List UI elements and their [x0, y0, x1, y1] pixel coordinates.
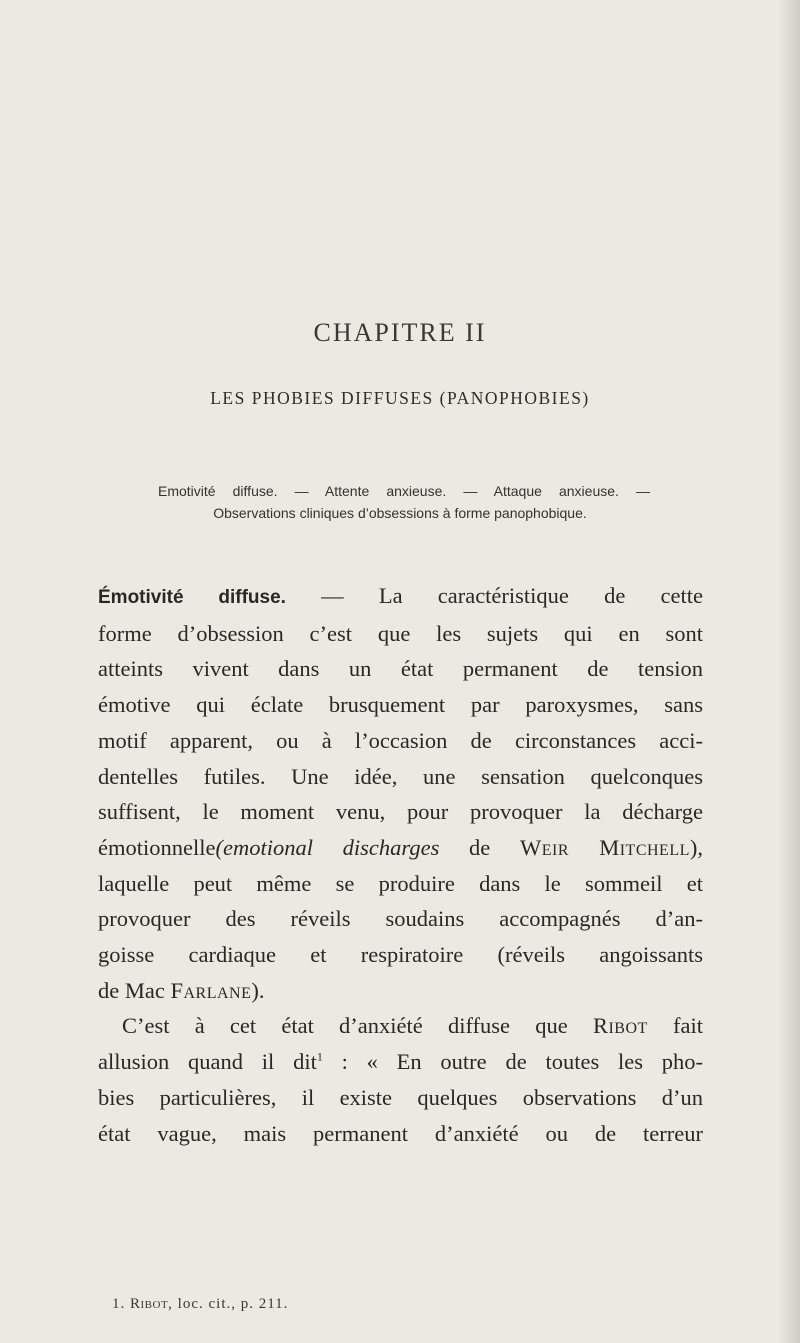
text-line: forme d’obsession c’est que les sujets qui en sont — [98, 620, 703, 646]
text-span: émotionnelle — [98, 834, 216, 860]
paragraph-lead: Émotivité diffuse. — [98, 587, 286, 608]
author-name: Ribot — [592, 1013, 648, 1039]
text-span: fait — [647, 1013, 703, 1039]
summary-line-1: Emotivité diffuse. — Attente anxieuse. — Attaque anxieuse. — — [158, 483, 650, 499]
text-line — [98, 578, 703, 616]
author-name: Weir Mitchell — [520, 834, 690, 860]
text-line: goisse cardiaque et respiratoire (réveils angoissants — [98, 942, 703, 968]
text-line — [98, 973, 703, 1009]
italic-term: (emotional discharges — [215, 834, 440, 860]
text-line: émotive qui éclate brusquement par paroxysmes, sans — [98, 692, 703, 718]
text-line: état vague, mais permanent d’anxiété ou de terreur — [98, 1120, 703, 1146]
text-span: ), — [689, 834, 704, 860]
author-name: Farlane — [170, 977, 252, 1003]
text-line: bies particulières, il existe quelques observations d’un — [98, 1084, 703, 1110]
footnote-author: Ribot — [130, 1296, 169, 1312]
chapter-heading: CHAPITRE II — [313, 318, 487, 347]
text-line — [98, 830, 703, 866]
text-span: : « En outre de toutes les pho- — [322, 1049, 703, 1075]
footnote-reference: , loc. cit., p. 211. — [168, 1296, 289, 1312]
text-line — [98, 1008, 703, 1044]
page-edge-shadow — [778, 0, 800, 1343]
section-title: LES PHOBIES DIFFUSES (PANOPHOBIES) — [210, 388, 590, 408]
text-line: laquelle peut même se produire dans le sommeil et — [98, 870, 703, 896]
text-line: suffisent, le moment venu, pour provoquer la décharge — [98, 799, 703, 825]
text-line: atteints vivent dans un état permanent de tension — [98, 656, 703, 682]
summary-line-2: Observations cliniques d’obsessions à forme panophobique. — [213, 505, 587, 521]
footnote — [112, 1296, 288, 1313]
body-text — [98, 578, 703, 1151]
footnote-marker: 1 — [316, 1049, 323, 1064]
text-line: motif apparent, ou à l’occasion de circonstances acci- — [98, 727, 703, 753]
text-span: — La caractéristique de cette — [285, 583, 703, 608]
text-span: C’est à cet état d’anxiété diffuse que — [122, 1013, 593, 1039]
text-span: de Mac — [98, 977, 171, 1003]
text-line: provoquer des réveils soudains accompagnés d’an- — [98, 906, 703, 932]
footnote-number: 1. — [112, 1296, 126, 1312]
text-line: dentelles futiles. Une idée, une sensation quelconques — [98, 763, 703, 789]
text-span: de — [439, 834, 520, 860]
text-span: allusion quand il dit — [98, 1049, 317, 1075]
text-span: ). — [251, 977, 265, 1003]
chapter-summary — [150, 480, 650, 524]
text-line — [98, 1044, 703, 1080]
